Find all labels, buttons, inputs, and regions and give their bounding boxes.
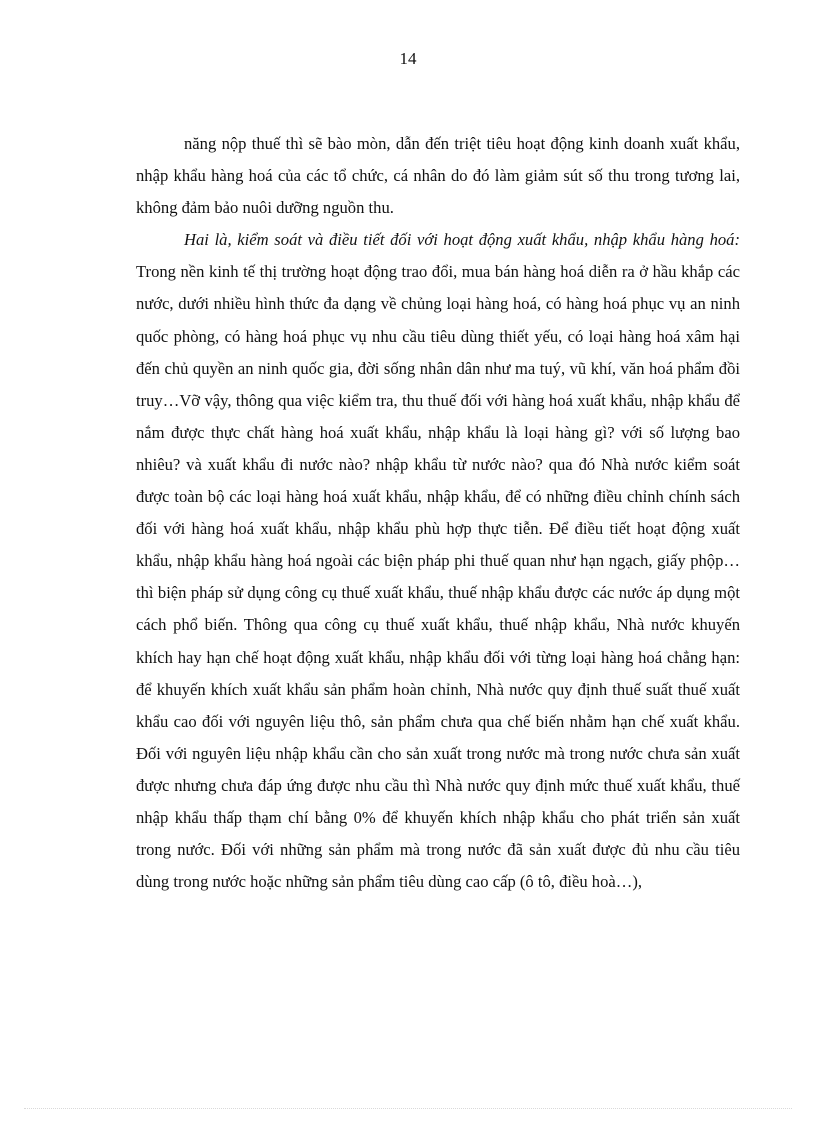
page-bottom-divider: [24, 1108, 792, 1109]
paragraph-hai-la: [136, 224, 740, 898]
page-number: 14: [399, 49, 417, 68]
paragraph-heading-italic: Hai là, kiểm soát và điều tiết đối với hoạt động xuất khẩu, nhập khẩu hàng hoá:: [184, 230, 740, 250]
paragraph-text: năng nộp thuế thì sẽ bào mòn, dẫn đến triệt tiêu hoạt động kinh doanh xuất khẩu, nhập khẩu hàng hoá của các tổ chức, cá nhân do đó làm giảm sút số thu trong tương lai, không đảm bảo nuôi dưỡng nguồn thu.: [136, 134, 740, 218]
paragraph-continuation: [136, 128, 740, 224]
document-body: [136, 128, 740, 898]
paragraph-text: Trong nền kinh tế thị trường hoạt động trao đổi, mua bán hàng hoá diễn ra ở hầu khắp các nước, dưới nhiều hình thức đa dạng về chủng loại hàng hoá, có hàng hoá phục vụ an ninh quốc phòng, có hàng hoá phục vụ nhu cầu tiêu dùng thiết yếu, có loại hàng hoá xâm hại đến chủ quyền an ninh quốc gia, đời sống nhân dân như ma tuý, vũ khí, văn hoá phẩm đồi truy…Vỡ vậy, thông qua việc kiểm tra, thu thuế đối với hàng hoá xuất khẩu, nhập khẩu để nắm được thực chất hàng hoá xuất khẩu, nhập khẩu là loại hàng gì? với số lượng bao nhiêu? và xuất khẩu đi nước nào? nhập khẩu từ nước nào? qua đó Nhà nước kiểm soát được toàn bộ các loại hàng hoá xuất khẩu, nhập khẩu, để có những điều chỉnh chính sách đối với hàng hoá xuất khẩu, nhập khẩu phù hợp thực tiễn. Để điều tiết hoạt động xuất khẩu, nhập khẩu hàng hoá ngoài các biện pháp phi thuế quan như hạn ngạch, giấy phộp… thì biện pháp sử dụng công cụ thuế xuất khẩu, thuế nhập khẩu được các nước áp dụng một cách phổ biến. Thông qua công cụ thuế xuất khẩu, thuế nhập khẩu, Nhà nước khuyến khích hay hạn chế hoạt động xuất khẩu, nhập khẩu đối với từng loại hàng hoá chẳng hạn: để khuyến khích xuất khẩu sản phẩm hoàn chỉnh, Nhà nước quy định thuế suất thuế xuất khẩu cao đối với nguyên liệu thô, sản phẩm chưa qua chế biến nhằm hạn chế xuất khẩu. Đối với nguyên liệu nhập khẩu cần cho sản xuất trong nước mà trong nước chưa sản xuất được nhưng chưa đáp ứng được nhu cầu thì Nhà nước quy định mức thuế xuất khẩu, thuế nhập khẩu thấp thạm chí bằng 0% để khuyến khích nhập khẩu cho phát triển sản xuất trong nước. Đối với những sản phẩm mà trong nước đã sản xuất được đủ nhu cầu tiêu dùng trong nước hoặc những sản phẩm tiêu dùng cao cấp (ô tô, điều hoà…),: [136, 262, 740, 892]
